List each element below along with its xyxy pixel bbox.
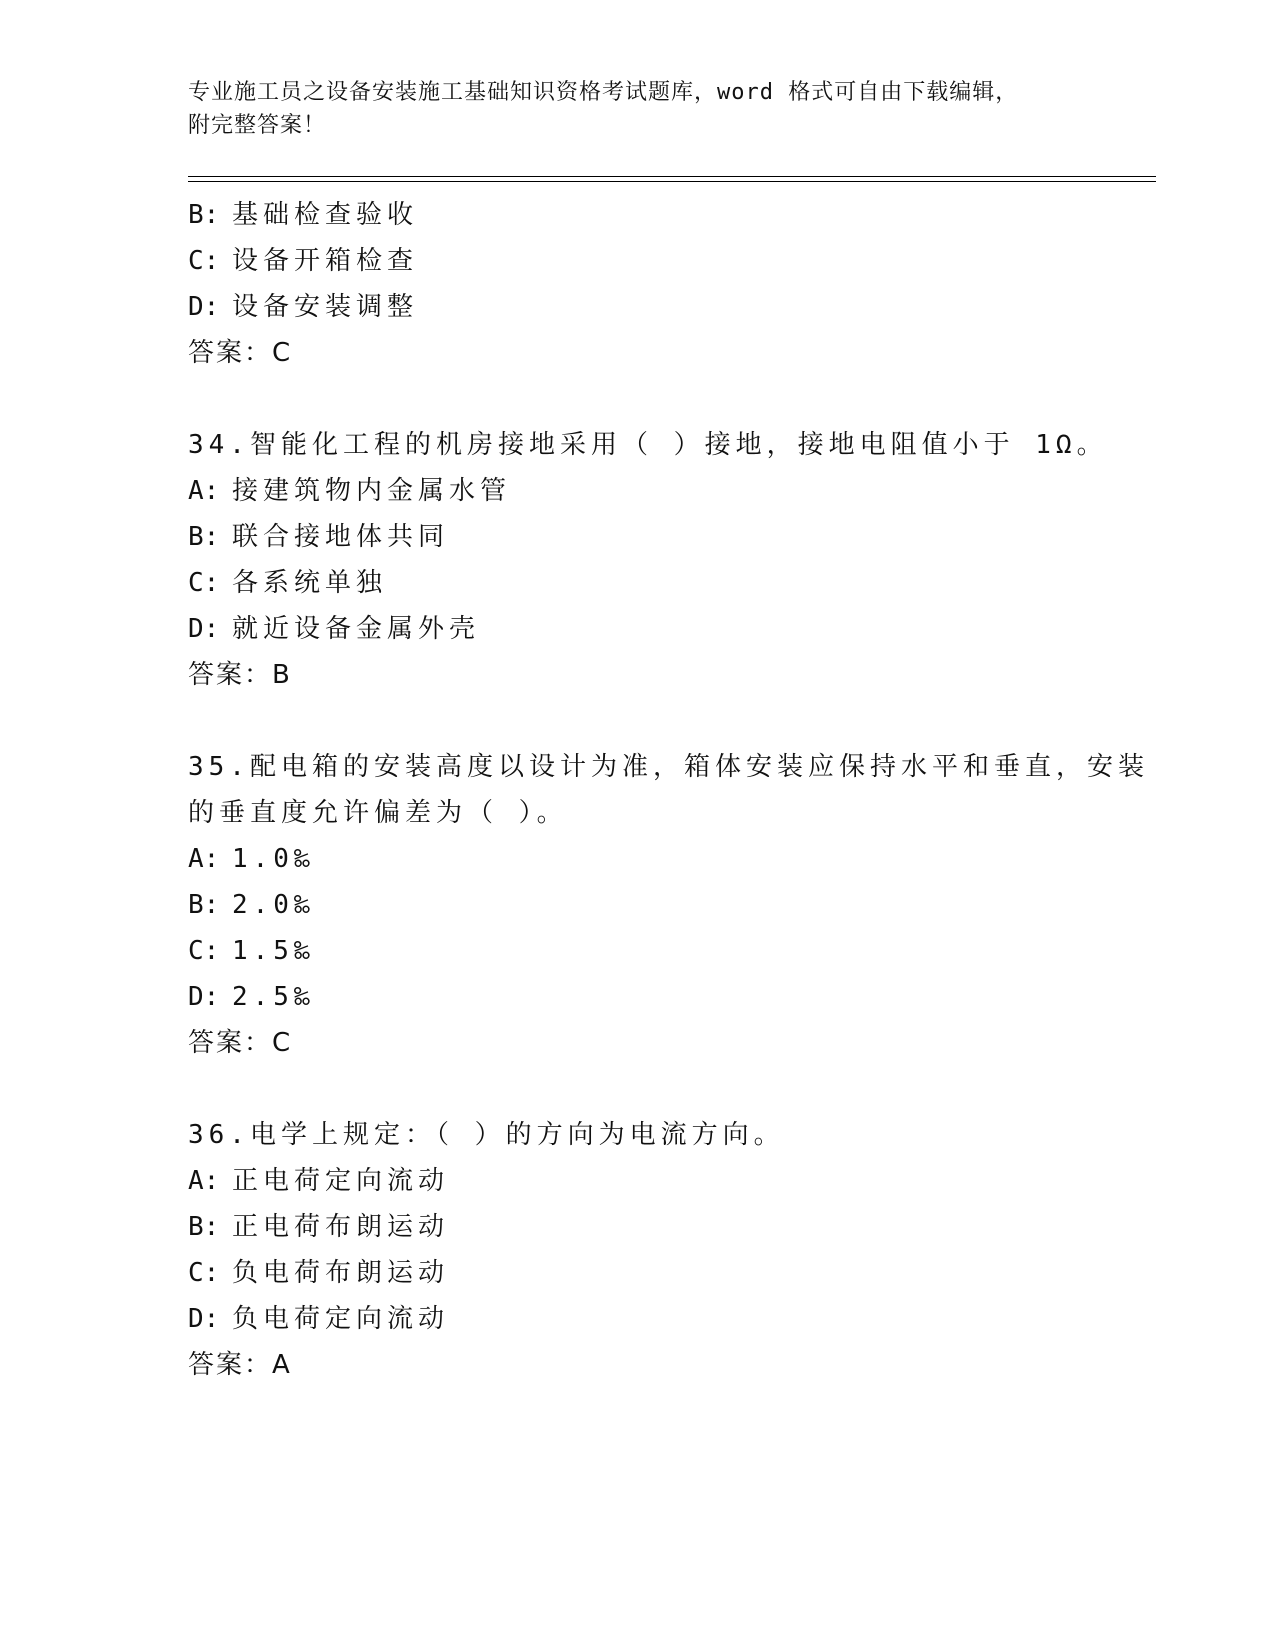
option-d [188,606,1088,652]
option-text: 设备开箱检查 [232,246,419,276]
header-divider-bottom [188,181,1156,182]
option-key: A: [188,1166,220,1196]
option-d [188,1296,1088,1342]
option-c [188,238,1088,284]
option-a [188,836,1088,882]
option-key: B: [188,200,220,230]
question-list [188,192,1149,1388]
option-a [188,1158,1088,1204]
option-key: B: [188,522,220,552]
option-key: C: [188,568,220,598]
option-b [188,514,1088,560]
option-c [188,928,1088,974]
option-text: 基础检查验收 [232,200,419,230]
option-a [188,468,1088,514]
spacer [188,376,1088,422]
header-divider-top [188,176,1156,177]
option-c [188,1250,1088,1296]
option-key: C: [188,1258,220,1288]
option-key: C: [188,936,220,966]
option-key: A: [188,476,220,506]
question-stem-34: 34.智能化工程的机房接地采用（ ）接地，接地电阻值小于 1Ω。 [188,430,1108,460]
document-header [188,76,1088,142]
option-text: 设备安装调整 [232,292,419,322]
answer-line: 答案：A [188,1350,292,1380]
option-text: 正电荷布朗运动 [232,1212,450,1242]
option-b [188,1204,1088,1250]
answer-line: 答案：C [188,1028,293,1058]
question-stem-36: 36.电学上规定：（ ）的方向为电流方向。 [188,1120,785,1150]
option-d [188,284,1088,330]
question-stem-35-line-2: 的垂直度允许偏差为（ ）。 [188,798,568,828]
answer-line: 答案：B [188,660,292,690]
option-key: D: [188,292,220,322]
question-stem-35-line-1: 35.配电箱的安装高度以设计为准，箱体安装应保持水平和垂直，安装 [188,752,1149,782]
option-c [188,560,1088,606]
option-text: 负电荷定向流动 [232,1304,450,1334]
spacer [188,1066,1088,1112]
option-key: D: [188,982,220,1012]
option-text: 各系统单独 [232,568,388,598]
option-text: 1.5‰ [232,936,315,966]
option-text: 负电荷布朗运动 [232,1258,450,1288]
option-d [188,974,1088,1020]
header-line-1: 专业施工员之设备安装施工基础知识资格考试题库，word 格式可自由下载编辑， [188,80,1019,105]
option-key: C: [188,246,220,276]
option-b [188,882,1088,928]
answer-line: 答案：C [188,338,293,368]
spacer [188,698,1088,744]
option-text: 1.0‰ [232,844,315,874]
option-text: 接建筑物内金属水管 [232,476,512,506]
option-key: B: [188,1212,220,1242]
option-key: A: [188,844,220,874]
option-key: D: [188,1304,220,1334]
option-key: D: [188,614,220,644]
option-text: 2.0‰ [232,890,315,920]
option-key: B: [188,890,220,920]
option-text: 2.5‰ [232,982,315,1012]
option-text: 联合接地体共同 [232,522,450,552]
option-text: 就近设备金属外壳 [232,614,481,644]
header-line-2: 附完整答案！ [188,113,327,138]
option-b [188,192,1088,238]
option-text: 正电荷定向流动 [232,1166,450,1196]
